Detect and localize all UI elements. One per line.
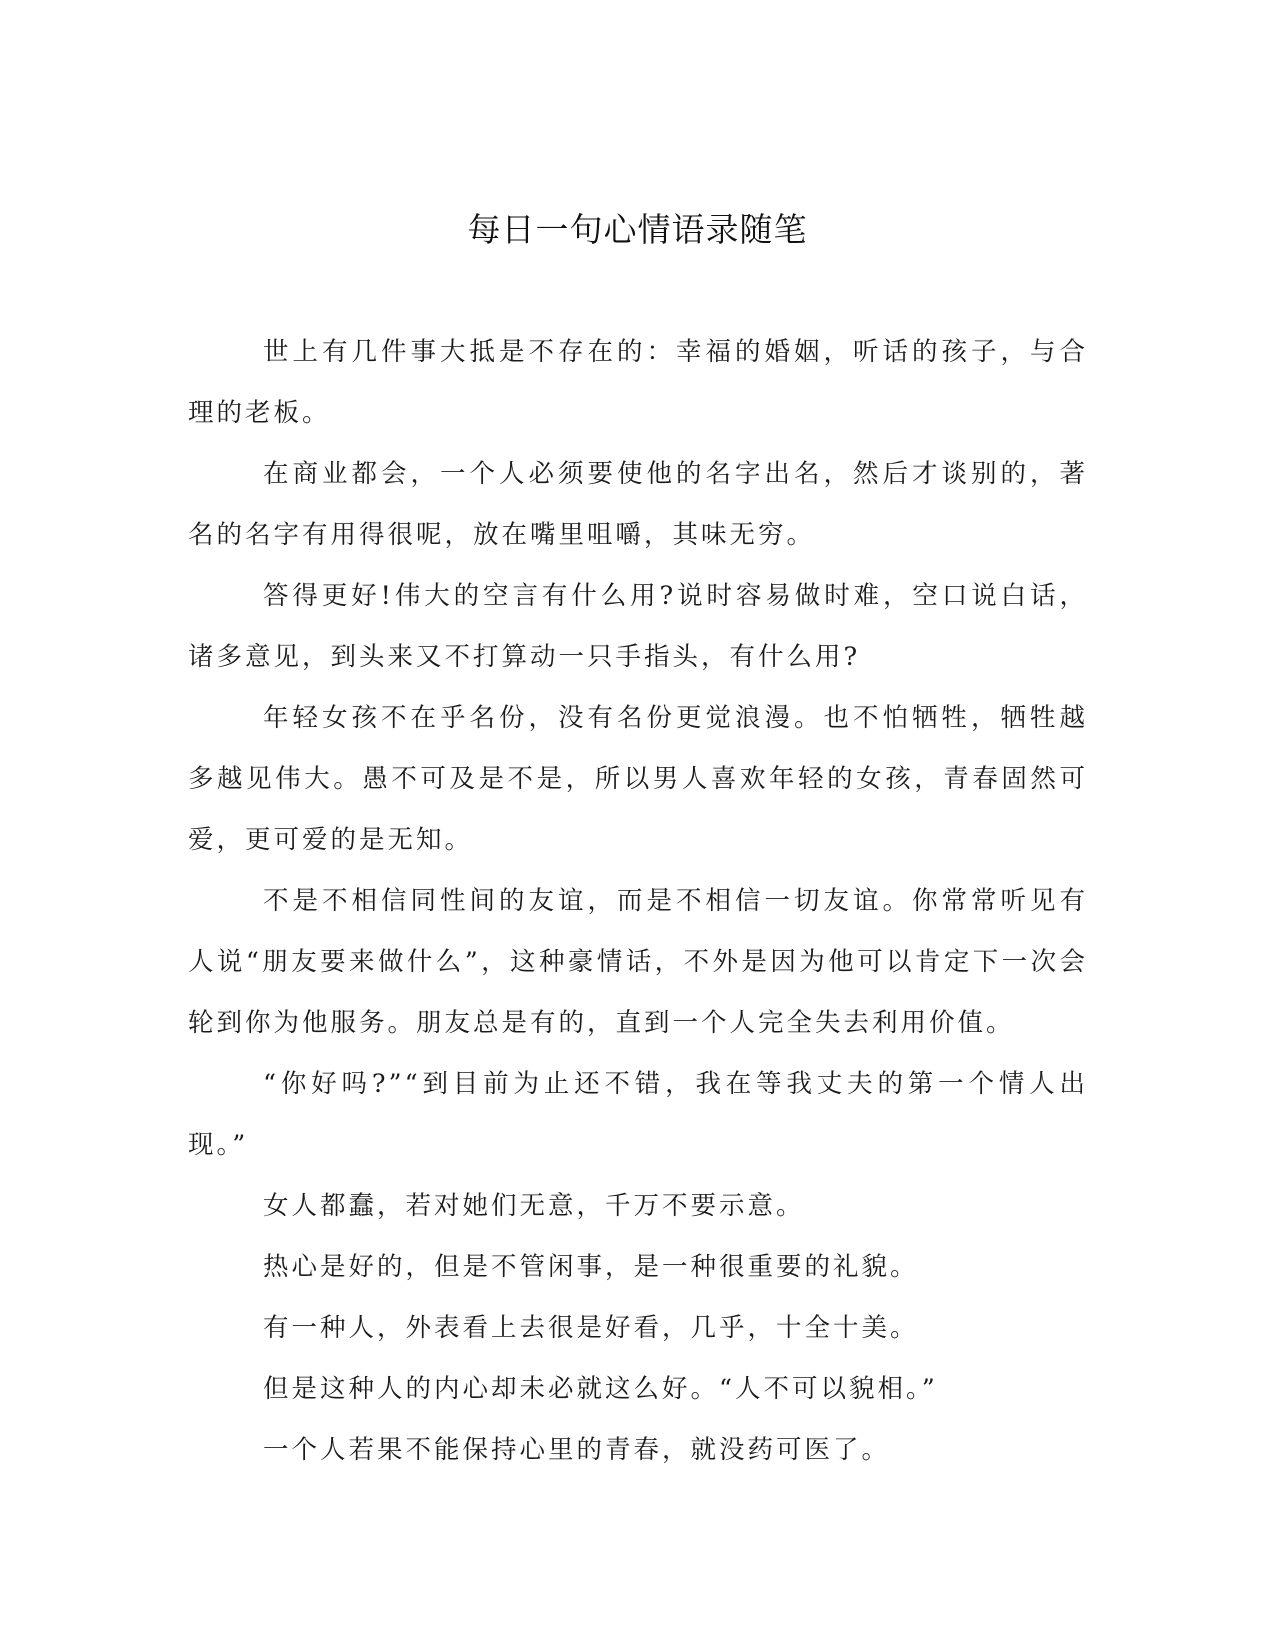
paragraph: 一个人若果不能保持心里的青春，就没药可医了。: [263, 1435, 891, 1465]
document-body: [188, 322, 1088, 1481]
paragraph: “你好吗?”“到目前为止还不错，我在等我丈夫的第一个情人出现。”: [188, 1069, 1088, 1160]
paragraph: 年轻女孩不在乎名份，没有名份更觉浪漫。也不怕牺牲，牺牲越多越见伟大。愚不可及是不是，所以男人喜欢年轻的女孩，青春固然可爱，更可爱的是无知。: [188, 703, 1088, 855]
paragraph: 在商业都会，一个人必须要使他的名字出名，然后才谈别的，著名的名字有用得很呢，放在嘴里咀嚼，其味无穷。: [188, 459, 1088, 550]
paragraph: 女人都蠢，若对她们无意，千万不要示意。: [263, 1191, 805, 1221]
paragraph: 不是不相信同性间的友谊，而是不相信一切友谊。你常常听见有人说“朋友要来做什么”，这种豪情话，不外是因为他可以肯定下一次会轮到你为他服务。朋友总是有的，直到一个人完全失去利用价值。: [188, 886, 1088, 1038]
paragraph: 世上有几件事大抵是不存在的：幸福的婚姻，听话的孩子，与合理的老板。: [188, 337, 1088, 428]
paragraph: 但是这种人的内心却未必就这么好。“人不可以貌相。”: [263, 1374, 938, 1404]
paragraph: 答得更好!伟大的空言有什么用?说时容易做时难，空口说白话，诸多意见，到头来又不打算动一只手指头，有什么用?: [188, 581, 1088, 672]
paragraph: 热心是好的，但是不管闲事，是一种很重要的礼貌。: [263, 1252, 919, 1282]
document-title: 每日一句心情语录随笔: [467, 210, 808, 249]
paragraph: 有一种人，外表看上去很是好看，几乎，十全十美。: [263, 1313, 919, 1343]
